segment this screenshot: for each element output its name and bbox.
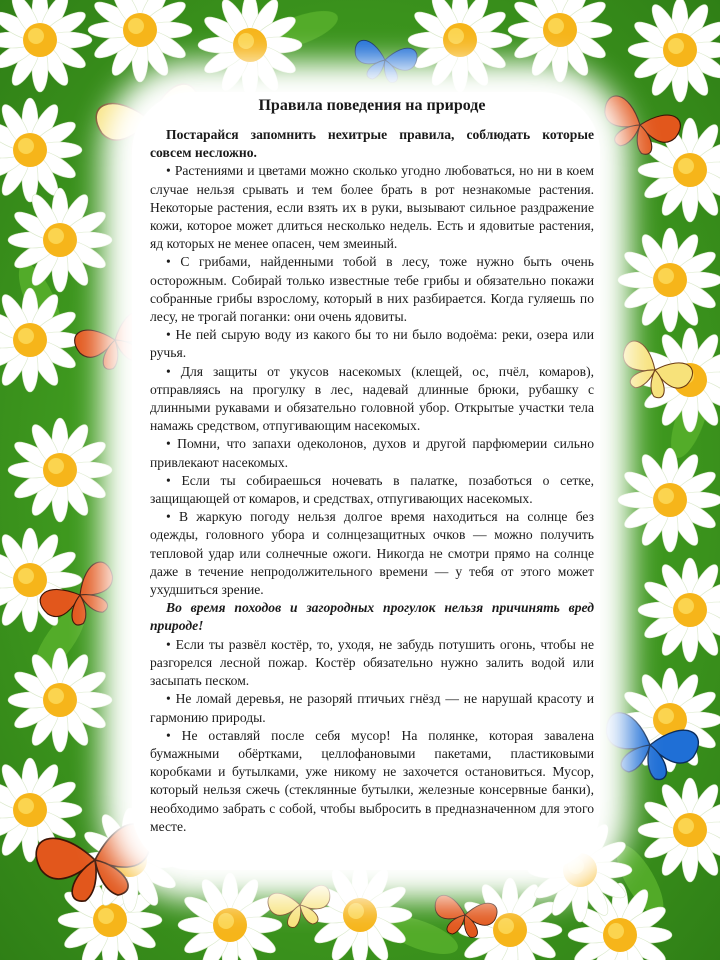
rule-item: • Помни, что запахи одеколонов, духов и другой парфюмерии сильно привлекают насекомых. <box>150 436 594 470</box>
rule-item: • Если ты собираешься ночевать в палатке, позаботься о сетке, защищающей от комаров, и средствах, отпугивающих насекомых. <box>150 472 594 507</box>
page-title: Правила поведения на природе <box>258 97 486 114</box>
rules-content <box>150 96 594 866</box>
butterfly-icon <box>351 39 419 86</box>
rule-item: • В жаркую погоду нельзя долгое время находиться на солнце без одежды, головного убора и солнцезащитных очков — можно получить тепловой удар или солнечные ожоги. Никогда не смотри прямо на солнце даже в течение непродолжительного времени — у тебя от этого может ухудшиться зрение. <box>150 509 594 598</box>
rule-item: • Для защиты от укусов насекомых (клещей, ос, пчёл, комаров), отправляясь на прогулку в лес, надевай длинные брюки, рубашку с длинными рукавами и обязательно головной убор. Открытые участки тела намажь средством, отпугивающим насекомых. <box>150 363 594 434</box>
intro-text: Постарайся запомнить нехитрые правила, соблюдать которые совсем несложно. <box>150 127 594 161</box>
warning-text: Во время походов и загородных прогулок нельзя причинять вред природе! <box>150 600 594 634</box>
rule-item: • Если ты развёл костёр, то, уходя, не забудь потушить огонь, чтобы не разгорелся лесной пожар. Костёр обязательно нужно залить водой или засыпать песком. <box>150 636 594 689</box>
rule-item: • Растениями и цветами можно сколько угодно любоваться, но ни в коем случае нельзя срывать и тем более брать в рот незнакомые растения. Некоторые растения, если взять их в руки, вызывают сильное раздражение кожи, которое может длиться несколько недель. Есть и ядовитые растения, яд которых не менее опасен, чем змеиный. <box>150 163 594 252</box>
rule-item: • С грибами, найденными тобой в лесу, тоже нужно быть очень осторожным. Собирай только известные тебе грибы и обязательно покажи собранные грибы взрослому, который в них разбирается. Когда гуляешь по лесу, не трогай поганки: они очень ядовиты. <box>150 254 594 325</box>
rule-item: • Не пей сырую воду из какого бы то ни было водоёма: реки, озера или ручья. <box>150 327 594 361</box>
rule-item: • Не оставляй после себя мусор! На полянке, которая завалена бумажными обёртками, целлофановыми пакетами, пластиковыми коробками и бутылками, уже никому не захочется остановиться. Мусор, который нельзя сжечь (стеклянные бутылки, железные консервные банки), необходимо забрать с собой, чтобы выбросить в предназначенном для этого месте. <box>150 727 594 834</box>
rule-item: • Не ломай деревья, не разоряй птичьих гнёзд — не нарушай красоту и гармонию природы. <box>150 691 594 725</box>
